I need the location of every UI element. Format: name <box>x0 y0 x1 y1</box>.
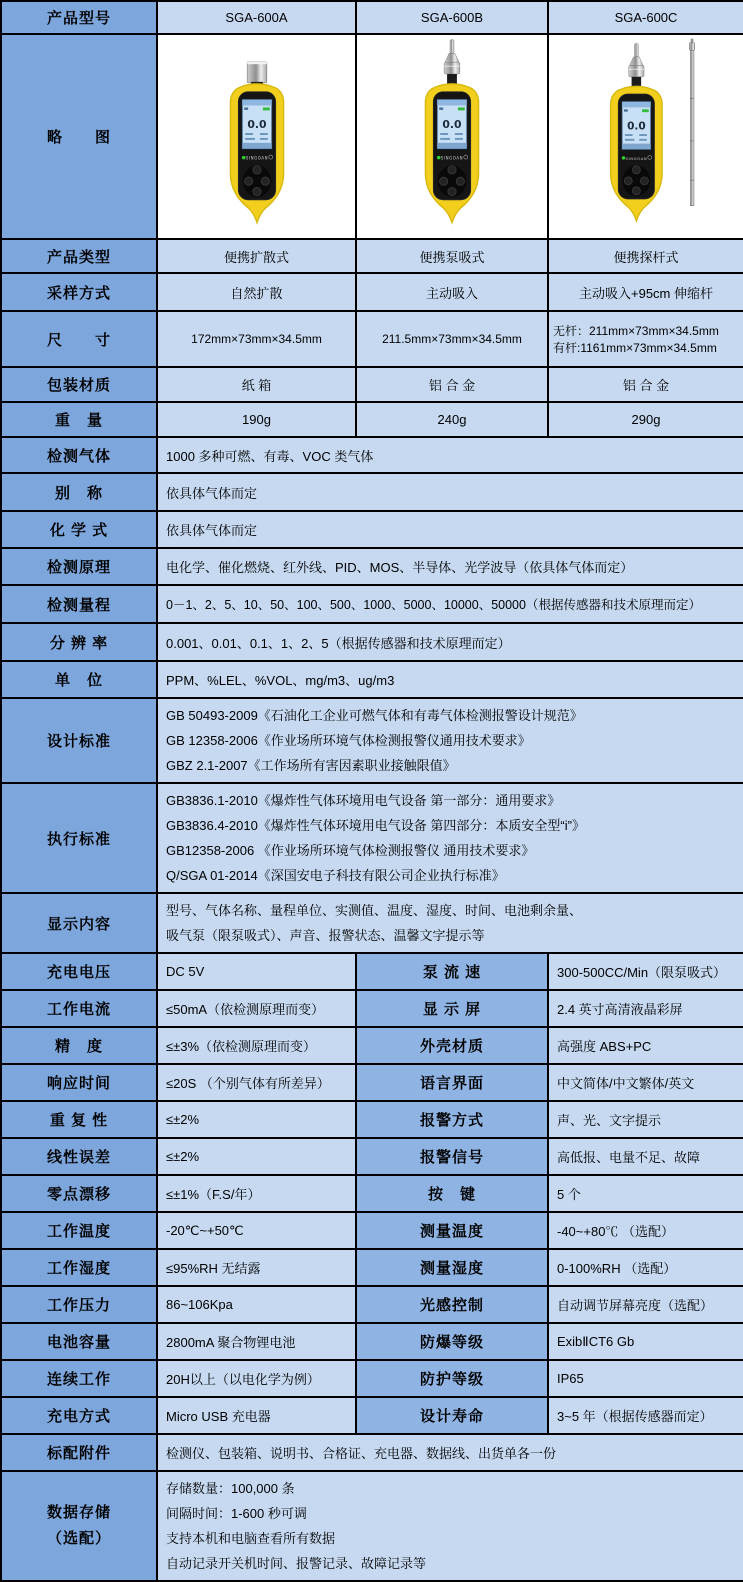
spec-value: 依具体气体而定 <box>157 473 743 511</box>
spec-value: 3~5 年（根据传感器而定） <box>548 1397 743 1434</box>
spec-label: 显示内容 <box>1 893 157 953</box>
spec-value: -40~+80℃ （选配） <box>548 1212 743 1249</box>
data-storage-details <box>157 1471 743 1581</box>
spec-label: 尺 寸 <box>1 311 157 367</box>
execution-standards <box>157 783 743 893</box>
spec-label: 报警信号 <box>356 1138 548 1175</box>
spec-label: 分 辨 率 <box>1 623 157 661</box>
model-header-label: 产品型号 <box>1 1 157 34</box>
spec-value: ≤±2% <box>157 1101 356 1138</box>
spec-value: -20℃~+50℃ <box>157 1212 356 1249</box>
pump-probe-icon <box>444 40 460 84</box>
size-no-rod: 无杆：211mm×73mm×34.5mm <box>553 324 719 338</box>
spec-value: 300-500CC/Min（限泵吸式） <box>548 953 743 990</box>
device-image-sga-600c <box>587 37 705 231</box>
spec-value: 便携探杆式 <box>548 239 743 273</box>
spec-value: 便携泵吸式 <box>356 239 548 273</box>
spec-label: 报警方式 <box>356 1101 548 1138</box>
device-image-cell-c <box>548 34 743 239</box>
spec-value: 检测仪、包装箱、说明书、合格证、充电器、数据线、出货单各一份 <box>157 1434 743 1471</box>
spec-label: 工作温度 <box>1 1212 157 1249</box>
spec-value: 声、光、文字提示 <box>548 1101 743 1138</box>
spec-label: 包装材质 <box>1 367 157 402</box>
spec-value: 240g <box>356 402 548 437</box>
spec-value: ExibⅡCT6 Gb <box>548 1323 743 1360</box>
device-image-cell-a <box>157 34 356 239</box>
spec-label: 充电方式 <box>1 1397 157 1434</box>
storage-line: 存储数量：100,000 条 <box>166 1481 295 1496</box>
spec-value: ≤50mA（依检测原理而变） <box>157 990 356 1027</box>
spec-value: 172mm×73mm×34.5mm <box>157 311 356 367</box>
spec-value: ≤±1%（F.S/年） <box>157 1175 356 1212</box>
telescopic-rod-icon <box>689 39 695 206</box>
standard-line: GB3836.4-2010《爆炸性气体环境用电气设备 第四部分：本质安全型“i”》 <box>166 818 585 833</box>
standard-line: GB12358-2006 《作业场所环境气体检测报警仪 通用技术要求》 <box>166 843 535 858</box>
spec-value: 190g <box>157 402 356 437</box>
spec-value: 5 个 <box>548 1175 743 1212</box>
brand-text: SINGOAN <box>625 155 648 161</box>
spec-value: 290g <box>548 402 743 437</box>
spec-value: 纸 箱 <box>157 367 356 402</box>
brand-text: SINGOAN <box>245 155 268 161</box>
spec-label: 精 度 <box>1 1027 157 1064</box>
spec-label: 线性误差 <box>1 1138 157 1175</box>
spec-label: 重 复 性 <box>1 1101 157 1138</box>
spec-label: 产品类型 <box>1 239 157 273</box>
spec-value: 高强度 ABS+PC <box>548 1027 743 1064</box>
spec-value: ≤95%RH 无结露 <box>157 1249 356 1286</box>
spec-label: 别 称 <box>1 473 157 511</box>
spec-value: 20H以上（以电化学为例） <box>157 1360 356 1397</box>
spec-value: 主动吸入 <box>356 273 548 311</box>
spec-label: 防护等级 <box>356 1360 548 1397</box>
device-image-sga-600a <box>198 37 316 231</box>
spec-label: 执行标准 <box>1 783 157 893</box>
spec-label: 检测气体 <box>1 437 157 473</box>
standard-line: Q/SGA 01-2014《深国安电子科技有限公司企业执行标准》 <box>166 868 505 883</box>
standard-line: GBZ 2.1-2007《工作场所有害因素职业接触限值》 <box>166 758 456 773</box>
spec-value: 中文简体/中文繁体/英文 <box>548 1064 743 1101</box>
spec-label: 重 量 <box>1 402 157 437</box>
spec-value: 便携扩散式 <box>157 239 356 273</box>
spec-label: 检测量程 <box>1 585 157 623</box>
standard-line: GB 50493-2009《石油化工企业可燃气体和有毒气体检测报警设计规范》 <box>166 708 583 723</box>
screen-reading: 0.0 <box>442 118 462 132</box>
lcd-screen <box>622 102 651 150</box>
display-line: 型号、气体名称、量程单位、实测值、温度、湿度、时间、电池剩余量、 <box>166 903 583 918</box>
design-standards <box>157 698 743 783</box>
spec-value: 电化学、催化燃烧、红外线、PID、MOS、半导体、光学波导（依具体气体而定） <box>157 548 743 585</box>
spec-label: 零点漂移 <box>1 1175 157 1212</box>
keypad <box>623 166 651 197</box>
spec-label: 工作电流 <box>1 990 157 1027</box>
spec-value: 2.4 英寸高清液晶彩屏 <box>548 990 743 1027</box>
spec-label: 泵 流 速 <box>356 953 548 990</box>
model-name-a: SGA-600A <box>157 1 356 34</box>
storage-line: 自动记录开关机时间、报警记录、故障记录等 <box>166 1556 427 1571</box>
display-content <box>157 893 743 953</box>
spec-value: 主动吸入+95cm 伸缩杆 <box>548 273 743 311</box>
spec-value: ≤20S （个别气体有所差异） <box>157 1064 356 1101</box>
spec-label: 防爆等级 <box>356 1323 548 1360</box>
spec-value: 0－1、2、5、10、50、100、500、1000、5000、10000、50000（根据传感器和技术原理而定） <box>157 585 743 623</box>
spec-value: 0.001、0.01、0.1、1、2、5（根据传感器和技术原理而定） <box>157 623 743 661</box>
storage-line: 间隔时间：1-600 秒可调 <box>166 1506 307 1521</box>
spec-value: 211.5mm×73mm×34.5mm <box>356 311 548 367</box>
spec-value: 铝 合 金 <box>356 367 548 402</box>
spec-value: 86~106Kpa <box>157 1286 356 1323</box>
spec-value-size-c <box>548 311 743 367</box>
model-name-c: SGA-600C <box>548 1 743 34</box>
spec-value: IP65 <box>548 1360 743 1397</box>
spec-label: 语言界面 <box>356 1064 548 1101</box>
lcd-screen <box>242 100 272 149</box>
model-name-b: SGA-600B <box>356 1 548 34</box>
spec-label: 测量湿度 <box>356 1249 548 1286</box>
size-with-rod: 有杆:1161mm×73mm×34.5mm <box>553 341 717 355</box>
spec-label: 显 示 屏 <box>356 990 548 1027</box>
spec-value: ≤±2% <box>157 1138 356 1175</box>
spec-label: 工作湿度 <box>1 1249 157 1286</box>
device-image-cell-b <box>356 34 548 239</box>
spec-value: 1000 多种可燃、有毒、VOC 类气体 <box>157 437 743 473</box>
spec-label: 工作压力 <box>1 1286 157 1323</box>
standard-line: GB3836.1-2010《爆炸性气体环境用电气设备 第一部分：通用要求》 <box>166 793 561 808</box>
spec-label: 化 学 式 <box>1 511 157 548</box>
spec-label: 设计标准 <box>1 698 157 783</box>
display-line: 吸气泵（限泵吸式）、声音、报警状态、温馨文字提示等 <box>166 928 485 943</box>
keypad <box>438 165 467 196</box>
sketch-label: 略 图 <box>1 34 157 239</box>
spec-label: 设计寿命 <box>356 1397 548 1434</box>
spec-label: 光感控制 <box>356 1286 548 1323</box>
spec-value: 自动调节屏幕亮度（选配） <box>548 1286 743 1323</box>
device-image-sga-600b <box>393 37 511 231</box>
standard-line: GB 12358-2006《作业场所环境气体检测报警仪通用技术要求》 <box>166 733 531 748</box>
spec-value: 依具体气体而定 <box>157 511 743 548</box>
spec-label: 充电电压 <box>1 953 157 990</box>
storage-label-line: 数据存储 <box>46 1504 111 1521</box>
storage-label-line: （选配） <box>46 1530 111 1547</box>
spec-value: 高低报、电量不足、故障 <box>548 1138 743 1175</box>
spec-value: ≤±3%（依检测原理而变） <box>157 1027 356 1064</box>
spec-value: 自然扩散 <box>157 273 356 311</box>
spec-value: Micro USB 充电器 <box>157 1397 356 1434</box>
spec-value: PPM、%LEL、%VOL、mg/m3、ug/m3 <box>157 661 743 698</box>
screen-reading: 0.0 <box>246 118 267 132</box>
spec-label: 电池容量 <box>1 1323 157 1360</box>
spec-value: 0-100%RH （选配） <box>548 1249 743 1286</box>
spec-label: 标配附件 <box>1 1434 157 1471</box>
spec-label: 响应时间 <box>1 1064 157 1101</box>
spec-label: 单 位 <box>1 661 157 698</box>
spec-label: 测量温度 <box>356 1212 548 1249</box>
spec-value: 铝 合 金 <box>548 367 743 402</box>
storage-line: 支持本机和电脑查看所有数据 <box>166 1531 336 1546</box>
spec-label: 采样方式 <box>1 273 157 311</box>
spec-value: DC 5V <box>157 953 356 990</box>
lcd-screen <box>437 100 467 149</box>
spec-label: 按 键 <box>356 1175 548 1212</box>
spec-label: 外壳材质 <box>356 1027 548 1064</box>
screen-reading: 0.0 <box>627 120 646 133</box>
keypad <box>242 165 271 196</box>
spec-label: 检测原理 <box>1 548 157 585</box>
pump-probe-icon <box>629 43 644 86</box>
spec-value: 2800mA 聚合物锂电池 <box>157 1323 356 1360</box>
spec-label: 连续工作 <box>1 1360 157 1397</box>
spec-label-data-storage <box>1 1471 157 1581</box>
brand-text: SINGOAN <box>440 155 464 161</box>
